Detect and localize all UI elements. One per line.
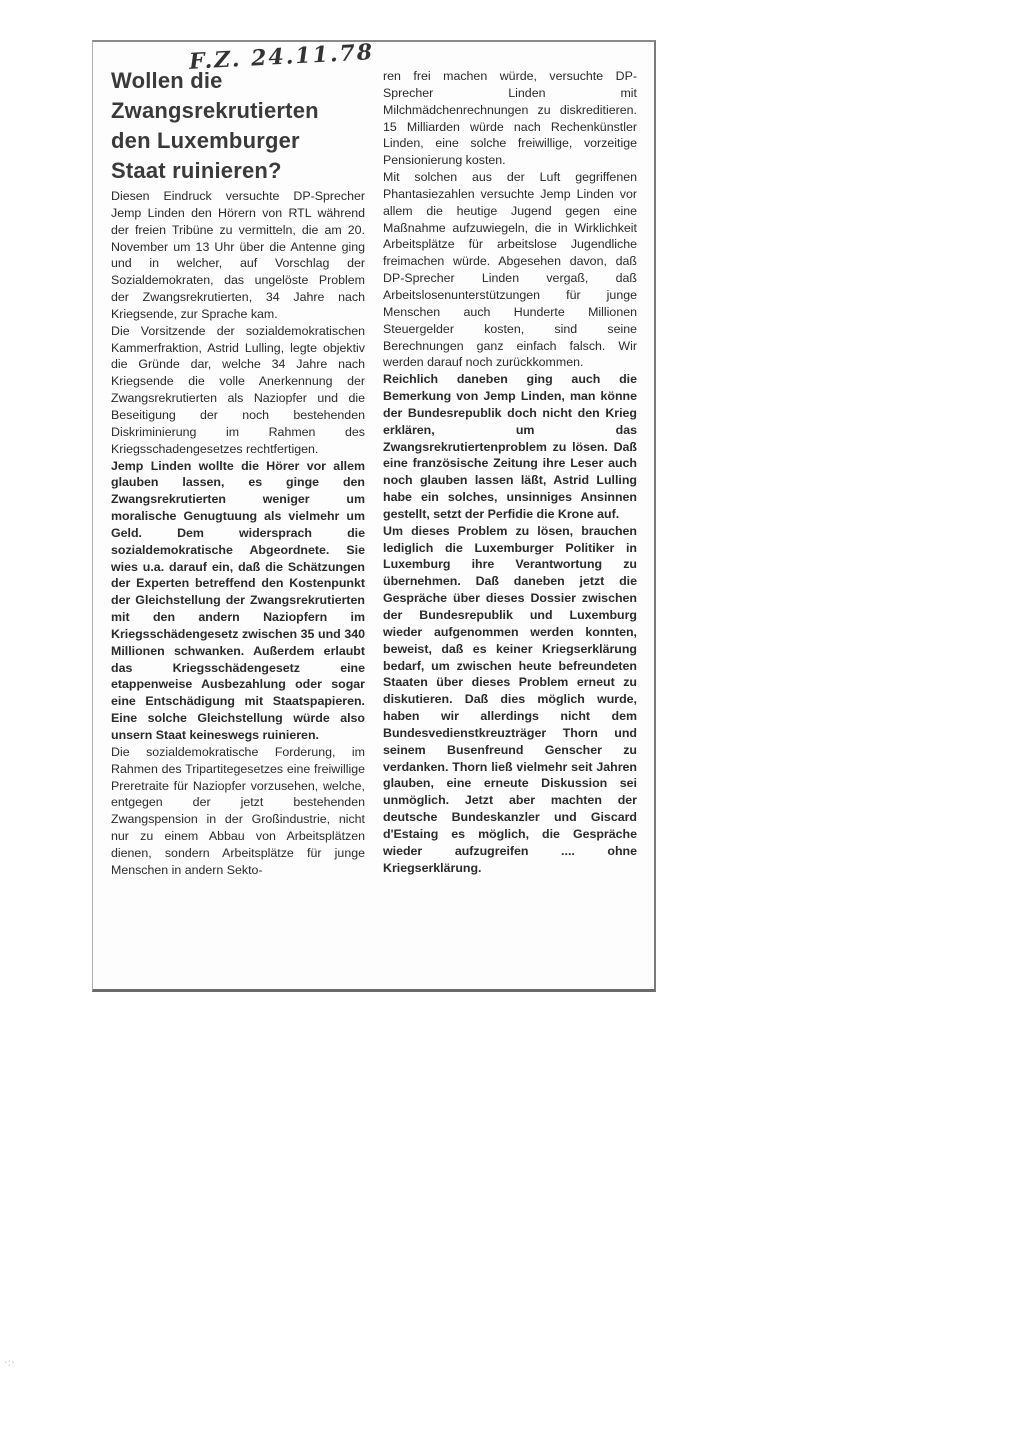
headline-line: Wollen die bbox=[111, 68, 223, 93]
article-paragraph: Die Vorsitzende der sozialdemokratischen Kammerfraktion, Astrid Lulling, legte objektiv die Gründe dar, welche 34 Jahre nach Kriegsende die volle Anerkennung der Zwangsrekrutierten als Naziopfer und die Beseitigung der noch bestehenden Diskriminierung im Rahmen des Kriegsschadengesetzes rechtfertigen. bbox=[111, 323, 365, 456]
article-paragraph: Die sozialdemokratische Forderung, im Rahmen des Tripartitegesetzes eine freiwillige Preretraite für Naziopfer vorzusehen, welche, entgegen der jetzt bestehenden Zwangspension in der Großindustrie, nicht nur zu einem Abbau von Arbeitsplätzen dienen, sondern Arbeitsplätze für junge Menschen in andern Sekto- bbox=[111, 744, 365, 877]
scan-speck: ·:· bbox=[4, 1356, 15, 1369]
article-right-column bbox=[383, 68, 637, 877]
newspaper-clipping bbox=[92, 40, 656, 992]
article-paragraph: Mit solchen aus der Luft gegriffenen Phantasiezahlen versuchte Jemp Linden vor allem die heutige Jugend gegen eine Maßnahme aufzuwiegeln, die in Wirklichkeit Arbeitsplätze für arbeitslose Jugendliche freimachen würde. Abgesehen davon, daß DP-Sprecher Linden vergaß, daß Arbeitslosenunterstützungen für junge Menschen auch Hunderte Millionen Steuergelder kosten, sind seine Berechnungen ganz einfach falsch. Wir werden darauf noch zurückkommen. bbox=[383, 170, 637, 370]
article-paragraph: Reichlich daneben ging auch die Bemerkung von Jemp Linden, man könne der Bundesrepublik doch nicht den Krieg erklären, um das Zwangsrekrutiertenproblem zu lösen. Daß eine französische Zeitung ihre Leser auch noch glauben lassen läßt, Astrid Lulling habe ein solches, unsinniges Ansinnen gestellt, setzt der Perfidie die Krone auf. bbox=[383, 372, 637, 521]
article-paragraph: Diesen Eindruck versuchte DP-Sprecher Jemp Linden den Hörern von RTL während der freien Tribüne zu vermitteln, die am 20. November um 13 Uhr über die Antenne ging und in welcher, auf Vorschlag der Sozialdemokraten, das ungelöste Problem der Zwangsrekrutierten, 34 Jahre nach Kriegsende, zur Sprache kam. bbox=[111, 189, 365, 321]
article-left-column bbox=[111, 66, 365, 879]
headline-line: den Luxemburger bbox=[111, 128, 300, 153]
article-paragraph: Jemp Linden wollte die Hörer vor allem glauben lassen, es ginge den Zwangsrekrutierten weniger um moralische Genugtuung als vielmehr um Geld. Dem widersprach die sozialdemokratische Abgeordnete. Sie wies u.a. darauf ein, daß die Schätzungen der Experten betreffend den Kostenpunkt der Gleichstellung der Zwangsrekrutierten mit den andern Naziopfern im Kriegsschädengesetz zwischen 35 und 340 Millionen schwanken. Außerdem erlaubt das Kriegsschädengesetz eine etappenweise Ausbezahlung oder sogar eine Entschädigung mit Staatspapieren. Eine solche Gleichstellung würde also unsern Staat keineswegs ruinieren. bbox=[111, 458, 365, 742]
article-paragraph: Um dieses Problem zu lösen, brauchen lediglich die Luxemburger Politiker in Luxemburg ihre Verantwortung zu übernehmen. Daß daneben jetzt die Gespräche über dieses Dossier zwischen der Bundesrepublik und Luxemburg wieder aufgenommen werden konnten, beweist, daß es keiner Kriegserklärung bedarf, um zwischen heute befreundeten Staaten über dieses Problem erneut zu diskutieren. Daß dies möglich wurde, haben wir allerdings nicht dem Bundesvedienstkreuzträger Thorn und seinem Busenfreund Genscher zu verdanken. Thorn ließ vielmehr seit Jahren glauben, eine erneute Diskussion sei unmöglich. Jetzt aber machten der deutsche Bundeskanzler und Giscard d'Estaing es möglich, die Gespräche wieder aufzugreifen .... ohne Kriegserklärung. bbox=[383, 523, 637, 875]
headline-line: Zwangsrekrutierten bbox=[111, 98, 319, 123]
article-paragraph: ren frei machen würde, versuchte DP-Sprecher Linden mit Milchmädchenrechnungen zu diskreditieren. 15 Milliarden würde nach Rechenkünstler Linden, eine solche freiwillige, vorzeitige Pensionierung kosten. bbox=[383, 69, 637, 168]
handwritten-date-note: F.Z. 24.11.78 bbox=[188, 39, 375, 75]
headline-line: Staat ruinieren? bbox=[111, 158, 282, 183]
article-headline bbox=[111, 66, 365, 186]
